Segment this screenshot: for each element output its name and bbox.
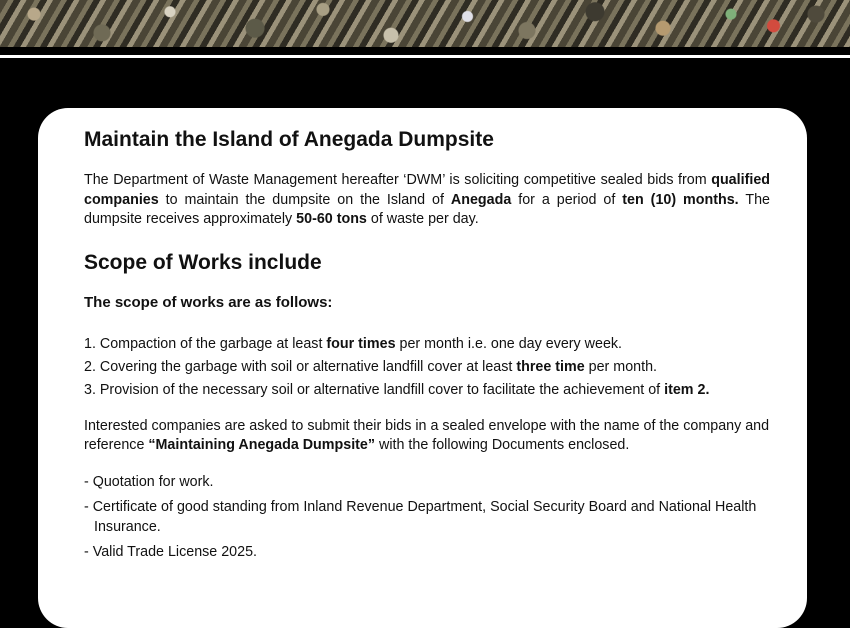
scope-heading: Scope of Works include <box>84 250 322 274</box>
scope-list <box>84 333 770 402</box>
submission-paragraph: Interested companies are asked to submit their bids in a sealed envelope with the name of the company and reference “Maintaining Anegada Dumpsite” with the following Documents enclosed. <box>84 417 770 453</box>
scope-subheading: The scope of works are as follows: <box>84 293 333 311</box>
document-item: - Quotation for work. <box>84 473 214 490</box>
header-garbage-photo <box>0 0 850 47</box>
intro-paragraph: The Department of Waste Management hereafter ‘DWM’ is soliciting competitive sealed bids from qualified companies to maintain the dumpsite on the Island of Anegada for a period of ten (10) months. The dumpsite receives approximately 50-60 tons of waste per day. <box>84 172 770 227</box>
documents-list <box>84 473 770 563</box>
notice-title: Maintain the Island of Anegada Dumpsite <box>84 128 494 151</box>
scope-item: 3. Provision of the necessary soil or alternative landfill cover to facilitate the achievement of item 2. <box>84 381 710 398</box>
header-divider <box>0 55 850 58</box>
document-item: - Valid Trade License 2025. <box>84 544 257 560</box>
scope-item: 1. Compaction of the garbage at least four times per month i.e. one day every week. <box>84 335 623 352</box>
scope-item: 2. Covering the garbage with soil or alternative landfill cover at least three time per month. <box>84 358 657 375</box>
document-item: - Certificate of good standing from Inland Revenue Department, Social Security Board and National Health Insurance. <box>84 499 757 535</box>
notice-content <box>84 126 770 569</box>
